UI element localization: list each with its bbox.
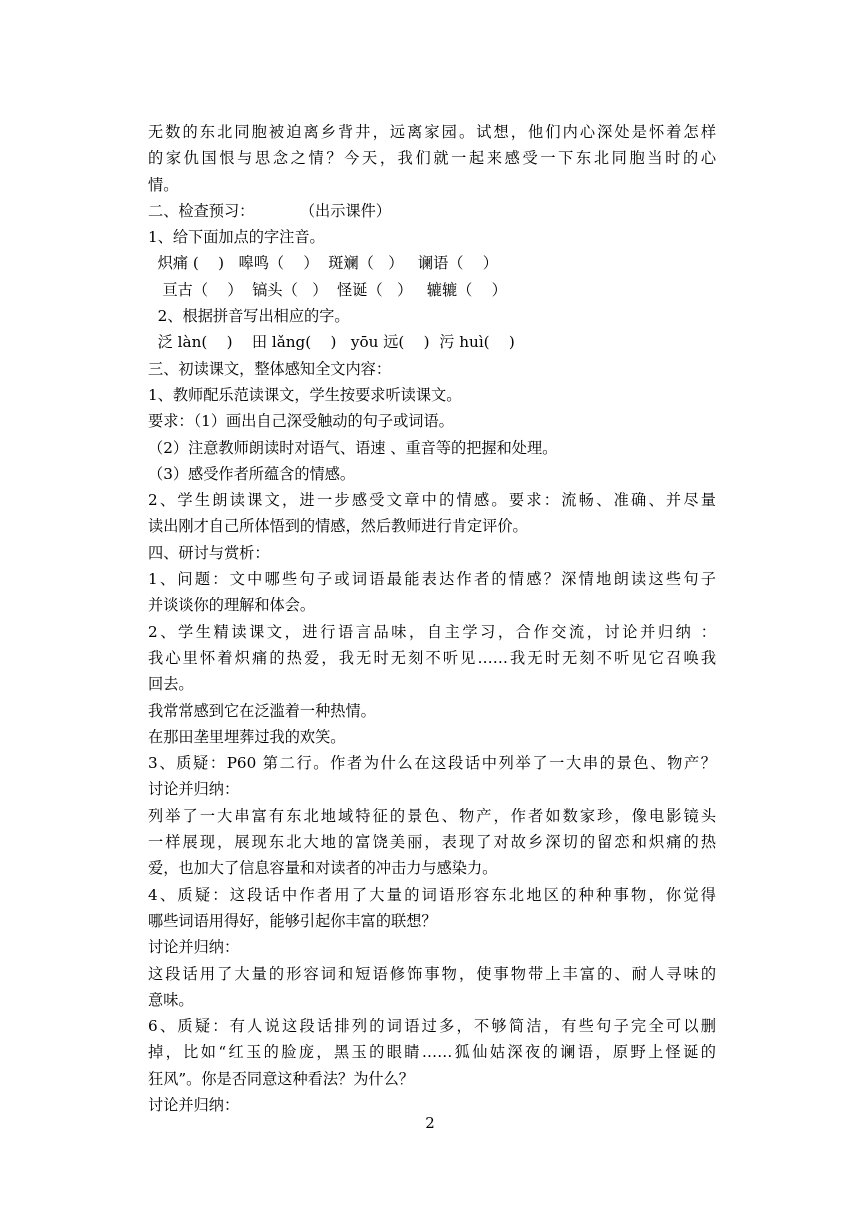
document-body [148, 119, 716, 1118]
paragraph-line: 1、给下面加点的字注音。 [148, 228, 325, 247]
paragraph-line: 并谈谈你的理解和体会。 [148, 596, 316, 615]
paragraph-line: 这段话用了大量的形容词和短语修饰事物，使事物带上丰富的、耐人寻味的 [148, 964, 716, 983]
pinyin-exercise-line: 亘古（ ） 镐头（ ） 怪诞（ ） 辘辘（ ） [148, 280, 507, 299]
paragraph-line: 1、问题：文中哪些句子或词语最能表达作者的情感？深情地朗读这些句子 [148, 570, 716, 589]
paragraph-line: 2、根据拼音写出相应的字。 [148, 307, 350, 326]
paragraph-line: （3）感受作者所蕴含的情感。 [148, 464, 356, 483]
paragraph-line: 读出刚才自己所体悟到的情感，然后教师进行肯定评价。 [148, 517, 528, 536]
section-heading: 二、检查预习： （出示课件） [148, 201, 391, 220]
pinyin-exercise-line: 炽痛 ( ) 嗥鸣（ ） 斑斓（ ） 谰语（ ） [148, 254, 498, 273]
paragraph-line: 3、质疑：P60 第二行。作者为什么在这段话中列举了一大串的景色、物产？ [148, 754, 716, 773]
quote-line: 我常常感到它在泛滥着一种热情。 [148, 701, 376, 720]
paragraph-line: 的家仇国恨与思念之情？今天，我们就一起来感受一下东北同胞当时的心 [148, 149, 716, 168]
paragraph-line: 无数的东北同胞被迫离乡背井，远离家园。试想，他们内心深处是怀着怎样 [148, 123, 716, 141]
paragraph-line: 6、质疑：有人说这段话排列的词语过多，不够简洁，有些句子完全可以删 [148, 1017, 716, 1036]
paragraph-line: 狂风”。你是否同意这种看法？为什么？ [148, 1069, 414, 1088]
section-heading: 四、研讨与赏析： [148, 543, 270, 562]
paragraph-line: 掉，比如“红玉的脸庞，黑玉的眼睛……狐仙姑深夜的谰语，原野上怪诞的 [148, 1043, 716, 1062]
paragraph-line: 要求：（1）画出自己深受触动的句子或词语。 [148, 412, 454, 431]
paragraph-line: 讨论并归纳： [148, 1095, 240, 1114]
paragraph-line: 列举了一大串富有东北地域特征的景色、物产，作者如数家珍，像电影镜头 [148, 806, 716, 825]
section-heading: 三、初读课文，整体感知全文内容： [148, 359, 391, 378]
paragraph-line: 2、学生精读课文，进行语言品味，自主学习，合作交流，讨论并归纳 ： [148, 622, 716, 641]
paragraph-line: 一样展现，展现东北大地的富饶美丽，表现了对故乡深切的留恋和炽痛的热 [148, 833, 716, 852]
paragraph-line: 讨论并归纳： [148, 938, 240, 957]
quote-line: 在那田垄里埋葬过我的欢笑。 [148, 727, 346, 746]
paragraph-line: 意味。 [148, 990, 194, 1009]
page-number: 2 [425, 1114, 435, 1132]
paragraph-line: 讨论并归纳： [148, 780, 240, 799]
paragraph-line: 1、教师配乐范读课文，学生按要求听读课文。 [148, 385, 462, 404]
paragraph-line: 哪些词语用得好，能够引起你丰富的联想？ [148, 911, 437, 930]
paragraph-line: 4、质疑：这段话中作者用了大量的词语形容东北地区的种种事物，你觉得 [148, 885, 716, 904]
quote-line: 我心里怀着炽痛的热爱，我无时无刻不听见……我无时无刻不听见它召唤我 [148, 648, 716, 667]
quote-line: 回去。 [148, 675, 194, 694]
paragraph-line: 爱，也加大了信息容量和对读者的冲击力与感染力。 [148, 859, 498, 878]
paragraph-line: 情。 [148, 175, 179, 194]
paragraph-line: 2、学生朗读课文，进一步感受文章中的情感。要求：流畅、准确、并尽量 [148, 491, 716, 510]
pinyin-exercise-line: 泛 làn( ) 田 lǎng( ) yōu 远( ) 污 huì( ) [148, 333, 515, 352]
paragraph-line: （2）注意教师朗读时对语气、语速 、重音等的把握和处理。 [148, 438, 558, 457]
